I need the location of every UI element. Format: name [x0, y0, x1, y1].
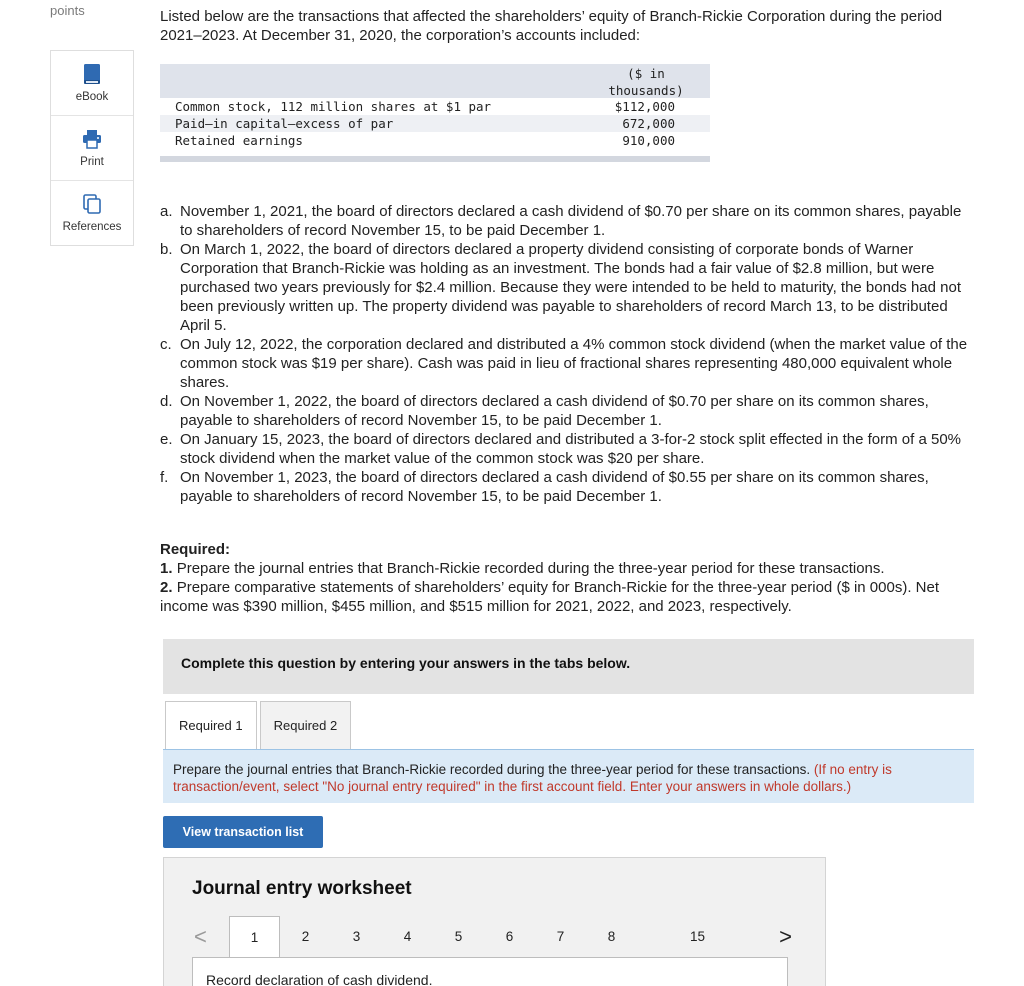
accounts-table: [160, 64, 710, 162]
required-item-2: [160, 578, 980, 616]
table-row: [160, 132, 710, 149]
points-label: points: [50, 3, 85, 18]
page-tab-6[interactable]: 6: [505, 929, 514, 944]
table-row: [160, 115, 710, 132]
page-tab-7[interactable]: 7: [556, 929, 565, 944]
item-letter: b.: [160, 241, 173, 258]
item-letter: d.: [160, 393, 173, 410]
list-item: [160, 202, 970, 240]
entry-panel: [192, 957, 788, 986]
view-transaction-list-button[interactable]: View transaction list: [163, 816, 323, 848]
item-text: Prepare the journal entries that Branch-Rickie recorded during the three-year period for these transactions.: [176, 560, 885, 577]
instruction-note: transaction/event, select "No journal entry required" in the first account field. Enter your answers in whole dollars.): [173, 779, 852, 794]
tab-required-2[interactable]: Required 2: [260, 701, 352, 750]
item-letter: c.: [160, 336, 172, 353]
sidebar-item-label: eBook: [75, 91, 109, 103]
page-tab-8[interactable]: 8: [607, 929, 616, 944]
header-line: thousands): [608, 83, 684, 98]
table-bottom-rule: [160, 156, 710, 162]
item-letter: f.: [160, 469, 169, 486]
worksheet-pager: [192, 916, 792, 958]
sidebar: [50, 50, 134, 246]
item-text: November 1, 2021, the board of directors declared a cash dividend of $0.70 per share on its common shares, payable to shareholders of record November 15, to be paid December 1.: [180, 203, 962, 239]
record-instruction: Record declaration of cash dividend.: [206, 972, 433, 986]
list-item: [160, 430, 970, 468]
table-row: [160, 98, 710, 115]
list-item: [160, 335, 970, 392]
list-item: [160, 392, 970, 430]
complete-banner: [163, 639, 974, 694]
item-text: On November 1, 2022, the board of directors declared a cash dividend of $0.70 per share on its common shares, payable to shareholders of record November 15, to be paid December 1.: [180, 393, 929, 429]
required-title: Required:: [160, 541, 231, 558]
header-line: ($ in: [627, 66, 665, 81]
page-tab-5[interactable]: 5: [454, 929, 463, 944]
account-label: Common stock, 112 million shares at $1 par: [175, 99, 492, 114]
sidebar-item-references[interactable]: [51, 181, 133, 245]
answer-tabs: [165, 701, 354, 749]
account-label: Retained earnings: [175, 133, 303, 148]
item-text: Prepare comparative statements of shareholders’ equity for Branch-Rickie for the three-year period ($ in 000s). Net income was $390 million, $455 million, and $515 million for 2021, 2022, and 2023, respectively.: [160, 579, 939, 615]
accounts-header: [160, 64, 710, 98]
page-tab-15[interactable]: 15: [689, 929, 706, 944]
required-section: [160, 540, 980, 616]
page-tab-4[interactable]: 4: [403, 929, 412, 944]
page-tab-1[interactable]: 1: [229, 916, 280, 958]
item-text: On November 1, 2023, the board of directors declared a cash dividend of $0.55 per share on its common shares, payable to shareholders of record November 15, to be paid December 1.: [180, 469, 929, 505]
account-label: Paid–in capital—excess of par: [175, 116, 394, 131]
item-letter: a.: [160, 203, 173, 220]
transactions-list: [160, 202, 970, 506]
instruction-note: (If no entry is: [813, 762, 892, 777]
account-value: $112,000: [614, 99, 675, 114]
required-item-1: [160, 559, 980, 578]
item-number: 1.: [160, 560, 173, 577]
journal-worksheet: [163, 857, 826, 986]
chevron-left-icon[interactable]: <: [194, 923, 207, 949]
page-tab-3[interactable]: 3: [352, 929, 361, 944]
item-number: 2.: [160, 579, 173, 596]
amount-column-header: [600, 65, 692, 99]
tab-required-1[interactable]: Required 1: [165, 701, 257, 750]
intro-text: Listed below are the transactions that affected the shareholders’ equity of Branch-Rickie Corporation during the period 2021–2023. At December 31, 2020, the corporation’s accounts included:: [160, 8, 943, 44]
instruction-text: Prepare the journal entries that Branch-Rickie recorded during the three-year period for these transactions.: [173, 762, 811, 777]
list-item: [160, 240, 970, 335]
page-tab-2[interactable]: 2: [301, 929, 310, 944]
account-value: 672,000: [622, 116, 675, 131]
printer-icon: [81, 128, 103, 150]
sidebar-item-label: References: [62, 221, 122, 233]
worksheet-title: Journal entry worksheet: [192, 878, 412, 899]
sidebar-item-print[interactable]: [51, 116, 133, 181]
sidebar-item-ebook[interactable]: [51, 51, 133, 116]
item-text: On July 12, 2022, the corporation declared and distributed a 4% common stock dividend (when the market value of the common stock was $19 per share). Cash was paid in lieu of fractional shares representing 480,000 equivalent whole shares.: [180, 336, 968, 391]
item-letter: e.: [160, 431, 173, 448]
references-icon: [81, 193, 103, 215]
item-text: On January 15, 2023, the board of directors declared and distributed a 3-for-2 stock split effected in the form of a 50% stock dividend when the market value of the common stock was $20 per share.: [180, 431, 962, 467]
book-icon: [81, 63, 103, 85]
item-text: On March 1, 2022, the board of directors declared a property dividend consisting of corporate bonds of Warner Corporation that Branch-Rickie was holding as an investment. The bonds had a fair value of $2.8 million, but were purchased two years previously for $2.4 million. Because they were intended to be held to maturity, the bonds had not been previously written up. The property dividend was payable to shareholders of record March 13, to be distributed April 5.: [180, 241, 962, 334]
sidebar-item-label: Print: [80, 156, 104, 168]
account-value: 910,000: [622, 133, 675, 148]
complete-banner-text: Complete this question by entering your answers in the tabs below.: [181, 655, 631, 671]
list-item: [160, 468, 970, 506]
instruction-box: [163, 749, 974, 803]
chevron-right-icon[interactable]: >: [779, 923, 792, 949]
